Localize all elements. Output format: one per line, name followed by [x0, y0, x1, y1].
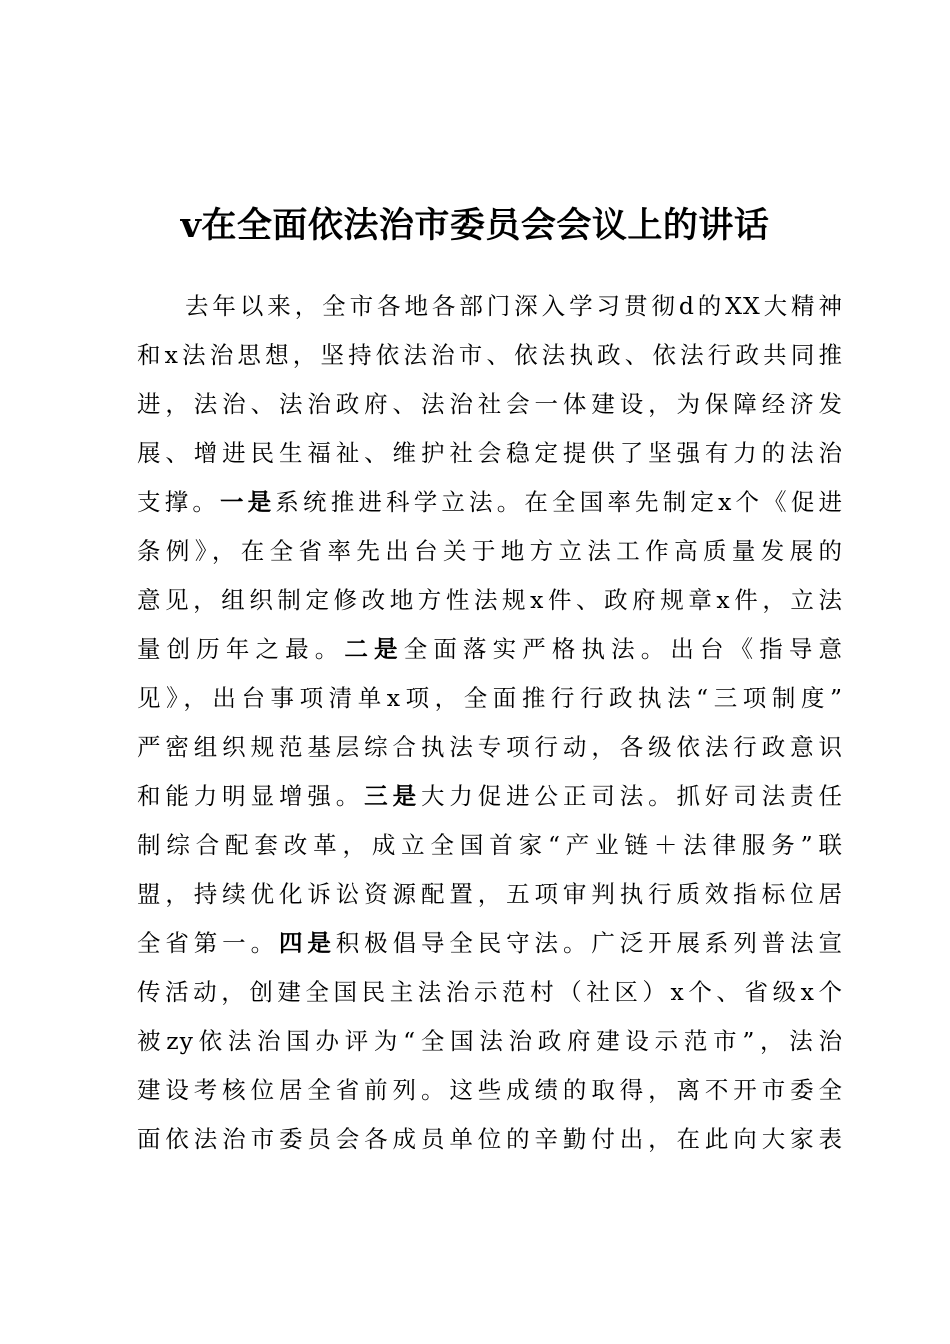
body-line	[137, 576, 843, 625]
body-line	[137, 331, 843, 380]
body-line	[137, 870, 843, 919]
body-text-run: 全面落实严格执法。出台《指导意	[403, 635, 844, 663]
body-line	[137, 380, 843, 429]
body-line	[137, 478, 843, 527]
body-text-run: 严密组织规范基层综合执法专项行动，各级依法行政意识	[137, 733, 843, 761]
document-title: v在全面依法治市委员会会议上的讲话	[180, 205, 770, 246]
body-text-run: 系统推进科学立法。在全国率先制定x个《促进	[275, 488, 843, 516]
body-line	[137, 723, 843, 772]
body-text-run: 展、增进民生福祉、维护社会稳定提供了坚强有力的法治	[137, 439, 843, 467]
bold-keyword: 四是	[278, 929, 336, 957]
body-text-run: 条例》，在全省率先出台关于地方立法工作高质量发展的	[137, 537, 843, 565]
bold-keyword: 二是	[344, 635, 404, 663]
body-text-run: 被zy依法治国办评为“全国法治政府建设示范市”，法治	[137, 1027, 843, 1055]
body-text-run: 建设考核位居全省前列。这些成绩的取得，离不开市委全	[137, 1076, 843, 1104]
body-line	[137, 1017, 843, 1066]
body-line	[137, 919, 843, 968]
bold-keyword: 一是	[220, 488, 276, 516]
body-line	[137, 625, 843, 674]
body-text-run: 大力促进公正司法。抓好司法责任	[420, 782, 844, 810]
body-line	[137, 527, 843, 576]
body-text-run: 制综合配套改革，成立全国首家“产业链＋法律服务”联	[137, 831, 843, 859]
body-text-run: 全省第一。	[137, 929, 279, 957]
body-text-run: 和x法治思想，坚持依法治市、依法执政、依法行政共同推	[137, 341, 843, 369]
body-text-run: 面依法治市委员会各成员单位的辛勤付出，在此向大家表	[137, 1125, 843, 1153]
body-line	[137, 1115, 843, 1164]
body-line	[137, 772, 843, 821]
body-text-run: 量创历年之最。	[137, 635, 345, 663]
body-line	[137, 674, 843, 723]
document-body	[137, 282, 843, 1164]
body-line	[137, 1066, 843, 1115]
bold-keyword: 三是	[364, 782, 421, 810]
body-text-run: 支撑。	[137, 488, 221, 516]
body-line	[137, 429, 843, 478]
body-line	[137, 282, 843, 331]
body-line	[137, 821, 843, 870]
body-text-run: 传活动，创建全国民主法治示范村（社区）x个、省级x个	[137, 978, 843, 1006]
body-text-run: 意见，组织制定修改地方性法规x件、政府规章x件，立法	[137, 586, 843, 614]
body-text-run: 去年以来，全市各地各部门深入学习贯彻d的XX大精神	[185, 292, 843, 320]
body-text-run: 和能力明显增强。	[137, 782, 365, 810]
body-text-run: 盟，持续优化诉讼资源配置，五项审判执行质效指标位居	[137, 880, 843, 908]
body-text-run: 见》，出台事项清单x项，全面推行行政执法“三项制度”	[137, 684, 843, 712]
body-text-run: 积极倡导全民守法。广泛开展系列普法宣	[335, 929, 844, 957]
body-text-run: 进，法治、法治政府、法治社会一体建设，为保障经济发	[137, 390, 843, 418]
body-line	[137, 968, 843, 1017]
